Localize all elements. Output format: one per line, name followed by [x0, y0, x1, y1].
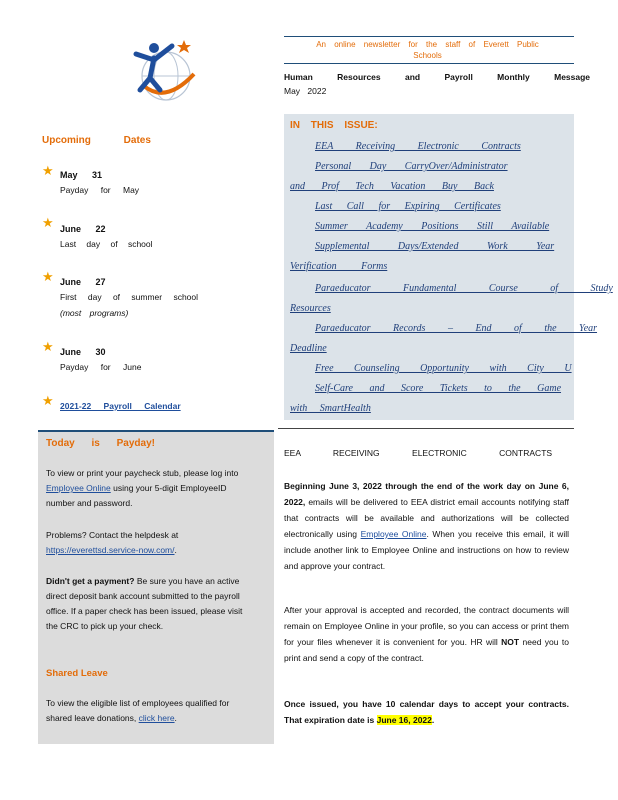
toc-item[interactable]: Paraeducator Records – End of the Year — [315, 323, 598, 334]
no-payment-heading: Didn't get a payment? — [46, 576, 135, 586]
issue-date: May 2022 — [284, 86, 327, 96]
no-payment-text: Be sure you have an active direct deposit bank account submitted to the payroll office. If a paper check has been issued, please visit the CRC to pick up your check. — [46, 576, 243, 631]
date-item-title: June 27 — [60, 277, 106, 287]
star-icon: ★ — [42, 339, 54, 354]
header-bottom-rule — [284, 63, 574, 64]
helpdesk-text-end: . — [174, 545, 177, 555]
shared-leave-text: To view the eligible list of employees qualified for shared leave donations, — [46, 698, 230, 723]
article-text: . When you receive this email, it will include another link to Employee Online and instructions on how to review and approve your contract. — [284, 529, 569, 571]
star-icon: ★ — [42, 163, 54, 178]
star-icon: ★ — [42, 393, 54, 408]
article-text: emails will be delivered to EEA district email accounts notifying staff that contracts will be available and authorizations will be collected electronically using — [284, 497, 569, 539]
shared-leave-link[interactable]: click here — [138, 713, 175, 723]
toc-item[interactable]: Last Call for Expiring Certificates — [315, 201, 501, 212]
date-item-title: June 22 — [60, 224, 106, 234]
article-text: After your approval is accepted and recorded, the contract documents will remain on Employee Online in your profile, so you can access or print them for your files whenever it is convenient for you. HR will — [284, 605, 569, 647]
toc-item[interactable]: EEA Receiving Electronic Contracts — [315, 141, 521, 152]
expiration-date-highlight: June 16, 2022 — [376, 715, 432, 725]
toc-item[interactable]: and Prof Tech Vacation Buy Back — [290, 181, 494, 192]
article-text-bold: Beginning — [284, 481, 326, 491]
article-text: Once issued, you have 10 calendar days to accept your contracts. That expiration date is — [284, 699, 569, 725]
helpdesk-paragraph — [46, 528, 246, 558]
date-item-detail: First day of summer school — [60, 292, 199, 302]
date-item-detail: Payday for June — [60, 362, 142, 372]
shared-leave-paragraph — [46, 696, 246, 726]
payroll-calendar-link[interactable]: 2021-22 Payroll Calendar — [60, 401, 181, 411]
article-top-rule — [278, 428, 574, 429]
toc-item[interactable]: with SmartHealth — [290, 403, 371, 414]
date-item-detail: Payday for May — [60, 185, 140, 195]
date-item-detail: Last day of school — [60, 239, 153, 249]
payday-text: using your 5-digit EmployeeID number and password. — [46, 483, 227, 508]
article-paragraph — [284, 696, 569, 728]
in-this-issue-title: IN THIS ISSUE: — [290, 120, 378, 131]
toc-item[interactable]: Supplemental Days/Extended Work Year — [315, 241, 555, 252]
date-item-note: (most programs) — [60, 308, 129, 318]
article-text: need you to print and send a copy of the contract. — [284, 637, 569, 663]
payday-paragraph — [46, 466, 246, 511]
article-not-bold: NOT — [501, 637, 520, 647]
toc-item[interactable]: Paraeducator Fundamental Course of Study — [315, 283, 613, 294]
helpdesk-link[interactable]: https://everettsd.service-now.com/ — [46, 545, 175, 555]
payday-text: To view or print your paycheck stub, please log into — [46, 468, 239, 478]
logo — [128, 34, 200, 106]
upcoming-dates-title: Upcoming Dates — [42, 135, 151, 146]
employee-online-link[interactable]: Employee Online — [360, 529, 427, 539]
article-title: EEA RECEIVING ELECTRONIC CONTRACTS — [284, 448, 553, 458]
helpdesk-text: Problems? Contact the helpdesk at — [46, 530, 179, 540]
article-text-end: . — [431, 715, 435, 725]
department-line: Human Resources and Payroll Monthly Message — [284, 72, 591, 82]
shared-leave-text-end: . — [174, 713, 177, 723]
article-dates-bold: June 3, 2022 through the end of the work day on June 6, 2022, — [284, 481, 569, 507]
date-item-title: June 30 — [60, 347, 106, 357]
toc-item[interactable]: Personal Day CarryOver/Administrator — [315, 161, 508, 172]
header-top-rule — [284, 36, 574, 37]
date-item-title: May 31 — [60, 170, 103, 180]
toc-item[interactable]: Deadline — [290, 343, 327, 354]
employee-online-link[interactable]: Employee Online — [46, 483, 111, 493]
no-payment-paragraph — [46, 574, 246, 634]
payday-title: Today is Payday! — [46, 438, 155, 449]
newsletter-tagline: An online newsletter for the staff of Everett Public Schools — [316, 40, 539, 60]
star-icon: ★ — [42, 215, 54, 230]
toc-item[interactable]: Resources — [290, 303, 331, 314]
toc-item[interactable]: Self-Care and Score Tickets to the Game — [315, 383, 562, 394]
toc-item[interactable]: Free Counseling Opportunity with City U — [315, 363, 572, 374]
toc-item[interactable]: Summer Academy Positions Still Available — [315, 221, 550, 232]
star-icon: ★ — [42, 269, 54, 284]
article-paragraph — [284, 478, 569, 574]
toc-item[interactable]: Verification Forms — [290, 261, 388, 272]
shared-leave-title: Shared Leave — [46, 668, 108, 679]
article-paragraph — [284, 602, 569, 666]
